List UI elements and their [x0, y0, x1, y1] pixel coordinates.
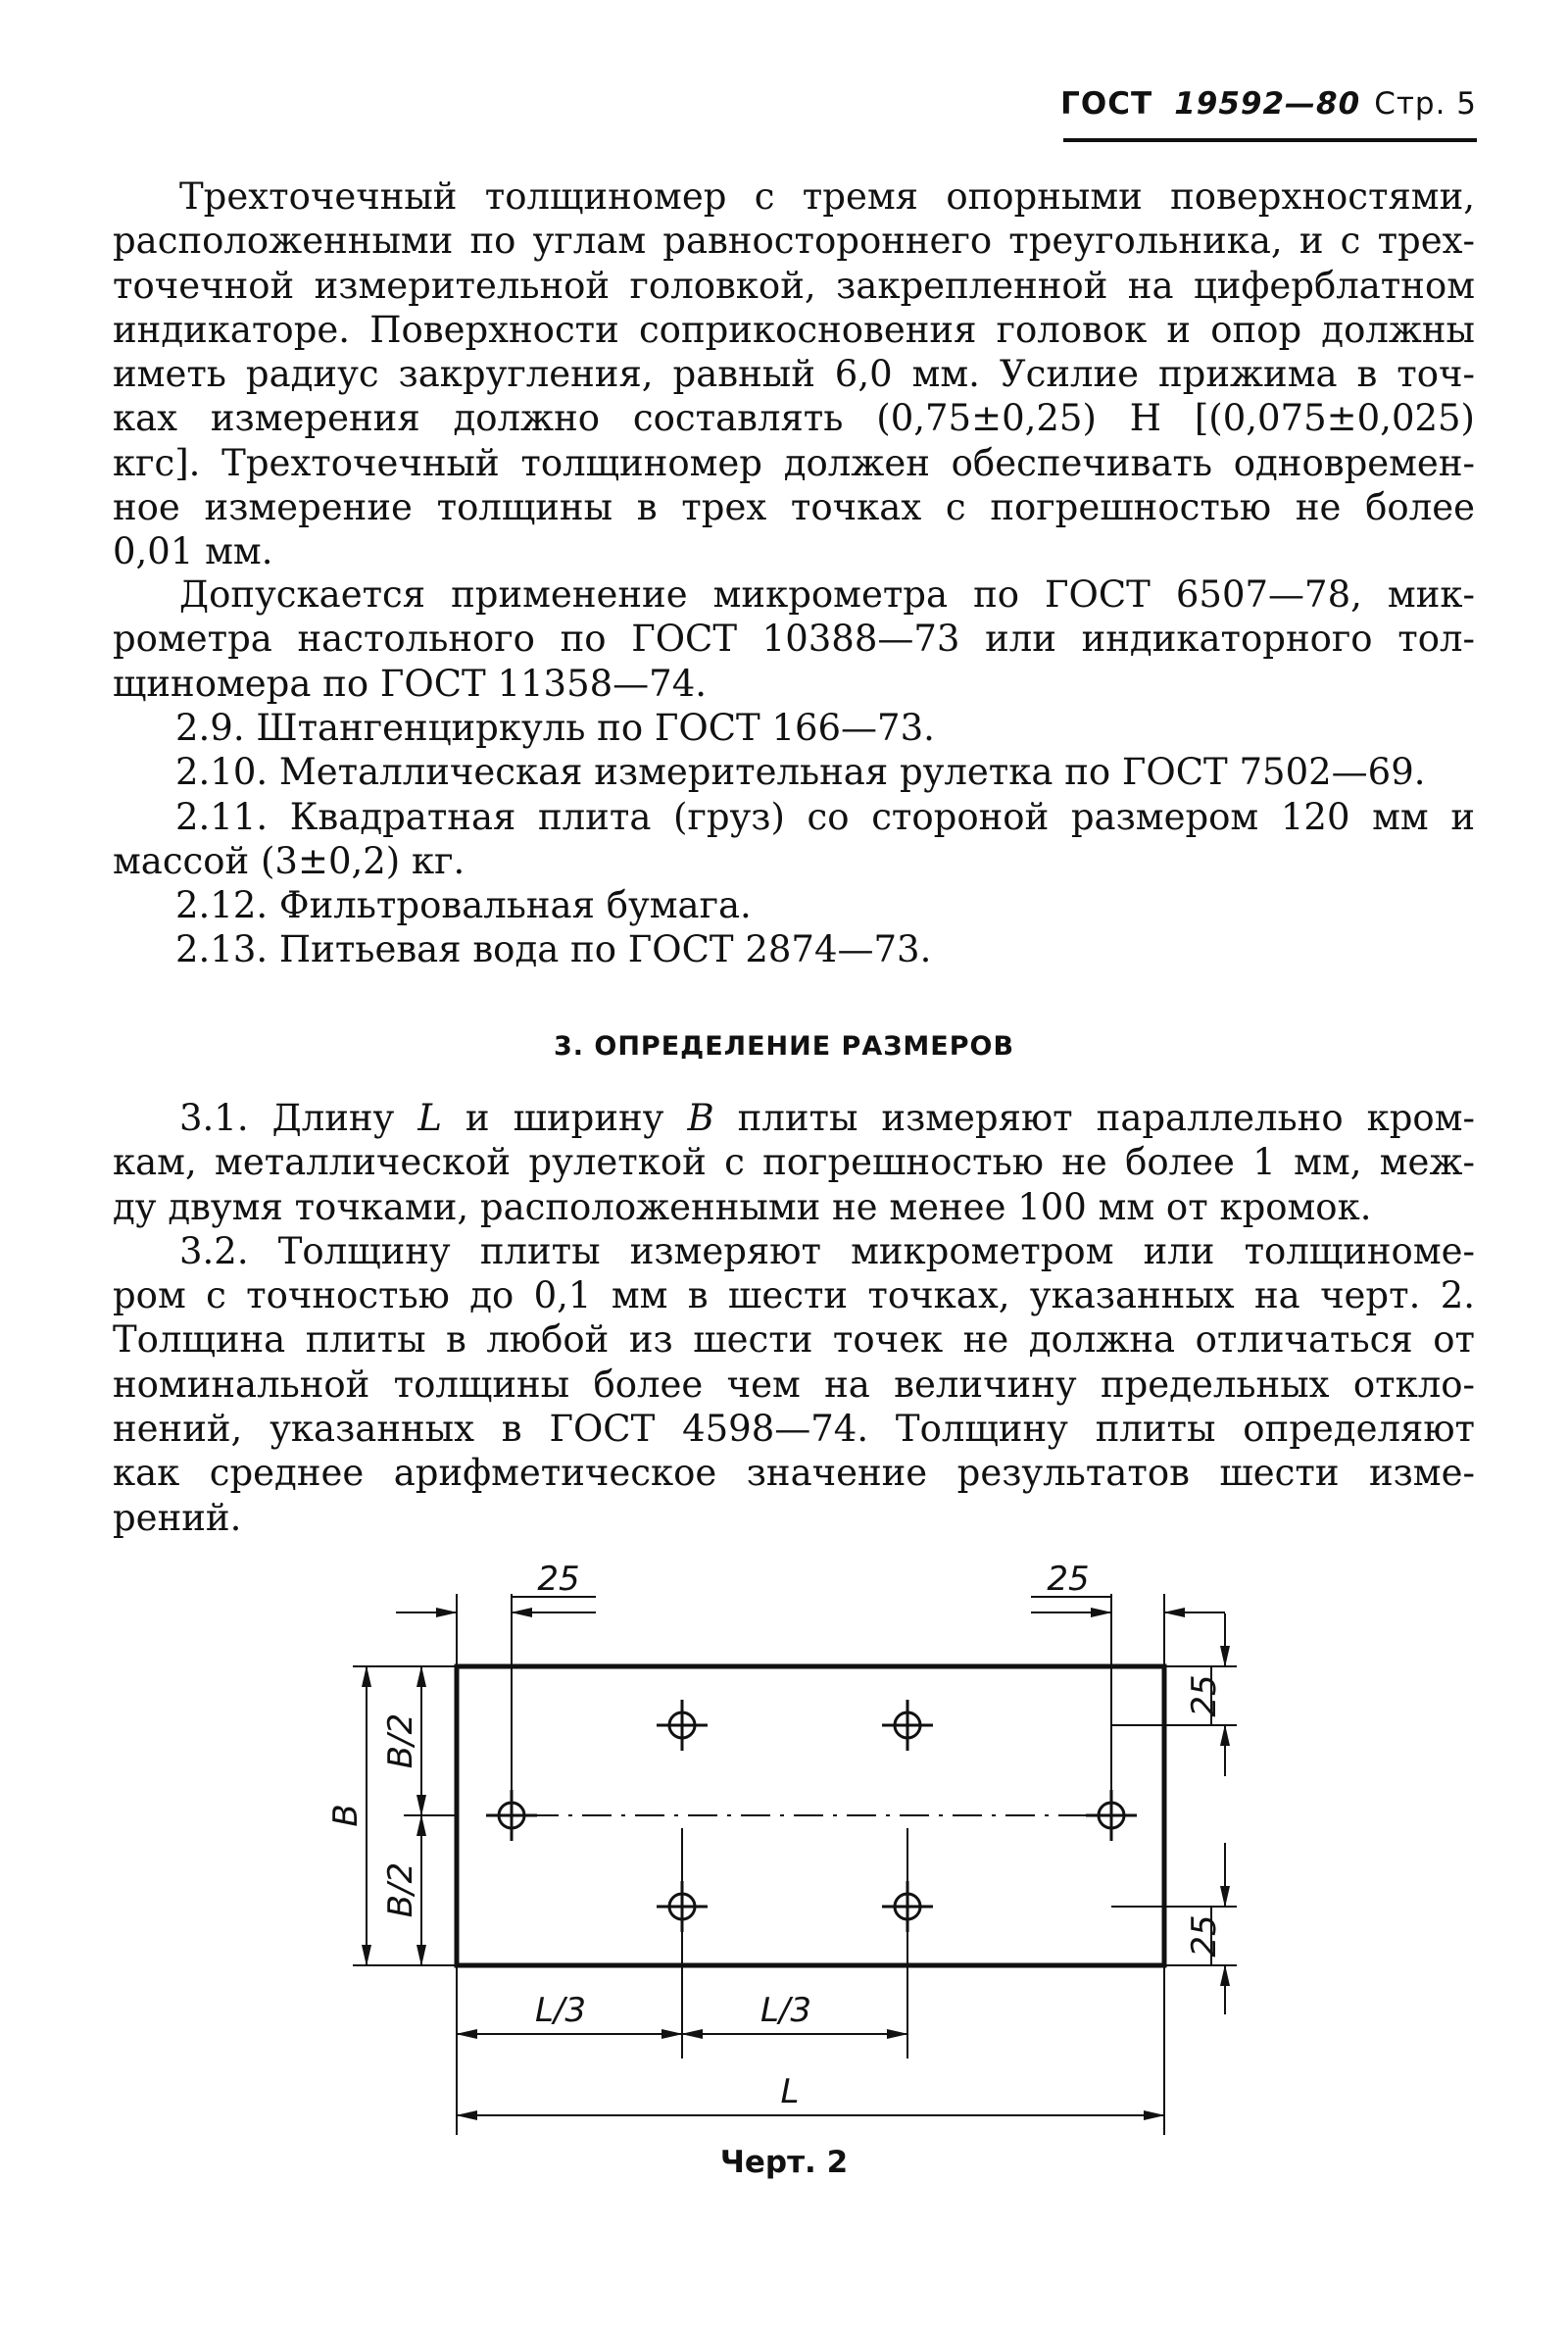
header-rule	[1063, 138, 1477, 142]
list-item: 2.12. Фильтровальная бумага.	[175, 884, 752, 927]
text-line: ках измерения должно составлять (0,75±0,25) Н [(0,075±0,025)	[113, 397, 1475, 440]
dim-label-length: L	[780, 2072, 800, 2111]
text-line: щиномера по ГОСТ 11358—74.	[113, 662, 708, 705]
text-line: ром с точностью до 0,1 мм в шести точках, указанных на черт. 2.	[113, 1274, 1475, 1317]
list-item: 2.11. Квадратная плита (груз) со стороной размером 120 мм и	[175, 795, 1475, 838]
text-line: нений, указанных в ГОСТ 4598—74. Толщину плиты определяют	[113, 1408, 1475, 1451]
header-standard-number: 19592—80	[1174, 86, 1361, 122]
dim-label: 25	[1185, 1674, 1224, 1717]
dim-label: L/3	[760, 1991, 812, 2030]
header-standard: ГОСТ	[1060, 86, 1153, 122]
dim-label-width: B	[326, 1804, 366, 1827]
dim-label: 25	[1185, 1914, 1224, 1958]
text-line: ное измерение толщины в трех точках с погрешностью не более	[113, 486, 1475, 529]
list-item: 2.10. Металлическая измерительная рулетка по ГОСТ 7502—69.	[175, 751, 1426, 794]
dim-label: 25	[537, 1560, 580, 1599]
text-line: рометра настольного по ГОСТ 10388—73 или индикаторного тол-	[113, 618, 1475, 661]
text-line: 3.1. Длину L и ширину B плиты измеряют параллельно кром-	[179, 1097, 1475, 1139]
dim-label: B/2	[381, 1712, 420, 1769]
text-line: 3.2. Толщину плиты измеряют микрометром или толщиноме-	[179, 1229, 1475, 1272]
text-line: ду двумя точками, расположенными не менее 100 мм от кромок.	[113, 1185, 1372, 1228]
text-line: как среднее арифметическое значение результатов шести изме-	[113, 1452, 1475, 1495]
list-item: 2.9. Штангенциркуль по ГОСТ 166—73.	[175, 707, 935, 749]
section-body	[113, 1096, 1475, 1540]
text-line: Трехточечный толщиномер с тремя опорными поверхностями,	[179, 175, 1475, 218]
text-line: рений.	[113, 1496, 242, 1539]
section-title: 3. ОПРЕДЕЛЕНИЕ РАЗМЕРОВ	[553, 1031, 1015, 1062]
equipment-list	[113, 706, 1475, 972]
text-line: кгс]. Трехточечный толщиномер должен обеспечивать одновремен-	[113, 441, 1475, 484]
dim-label: 25	[1047, 1560, 1090, 1599]
text-line: кам, металлической рулеткой с погрешностью не более 1 мм, меж-	[113, 1141, 1475, 1184]
text-line: 0,01 мм.	[113, 530, 273, 573]
text-line: номинальной толщины более чем на величину предельных откло-	[113, 1363, 1475, 1406]
plate-drawing	[0, 1549, 1568, 2215]
list-item: 2.13. Питьевая вода по ГОСТ 2874—73.	[175, 928, 932, 971]
text-line: расположенными по углам равностороннего треугольника, и с трех-	[113, 220, 1475, 263]
text-line: точечной измерительной головкой, закрепленной на циферблатном	[113, 264, 1475, 307]
text-line: Толщина плиты в любой из шести точек не должна отличаться от	[113, 1318, 1475, 1362]
text-line: индикаторе. Поверхности соприкосновения головок и опор должны	[113, 308, 1475, 351]
paragraph-thickness-gauge	[113, 174, 1475, 574]
text-line: Допускается применение микрометра по ГОСТ 6507—78, мик-	[179, 573, 1475, 616]
math-variable: B	[687, 1097, 714, 1139]
paragraph-micrometer	[113, 572, 1475, 706]
text-line: иметь радиус закругления, равный 6,0 мм. Усилие прижима в точ-	[113, 353, 1475, 396]
dim-label: B/2	[381, 1861, 420, 1918]
header-page-number: Стр. 5	[1374, 86, 1477, 122]
figure-caption: Черт. 2	[719, 2145, 849, 2180]
math-variable: L	[417, 1097, 442, 1139]
list-item-continuation: массой (3±0,2) кг.	[113, 839, 466, 882]
page-header	[1060, 86, 1477, 122]
dim-label: L/3	[534, 1991, 587, 2030]
figure-measurement-points	[0, 1549, 1568, 2215]
